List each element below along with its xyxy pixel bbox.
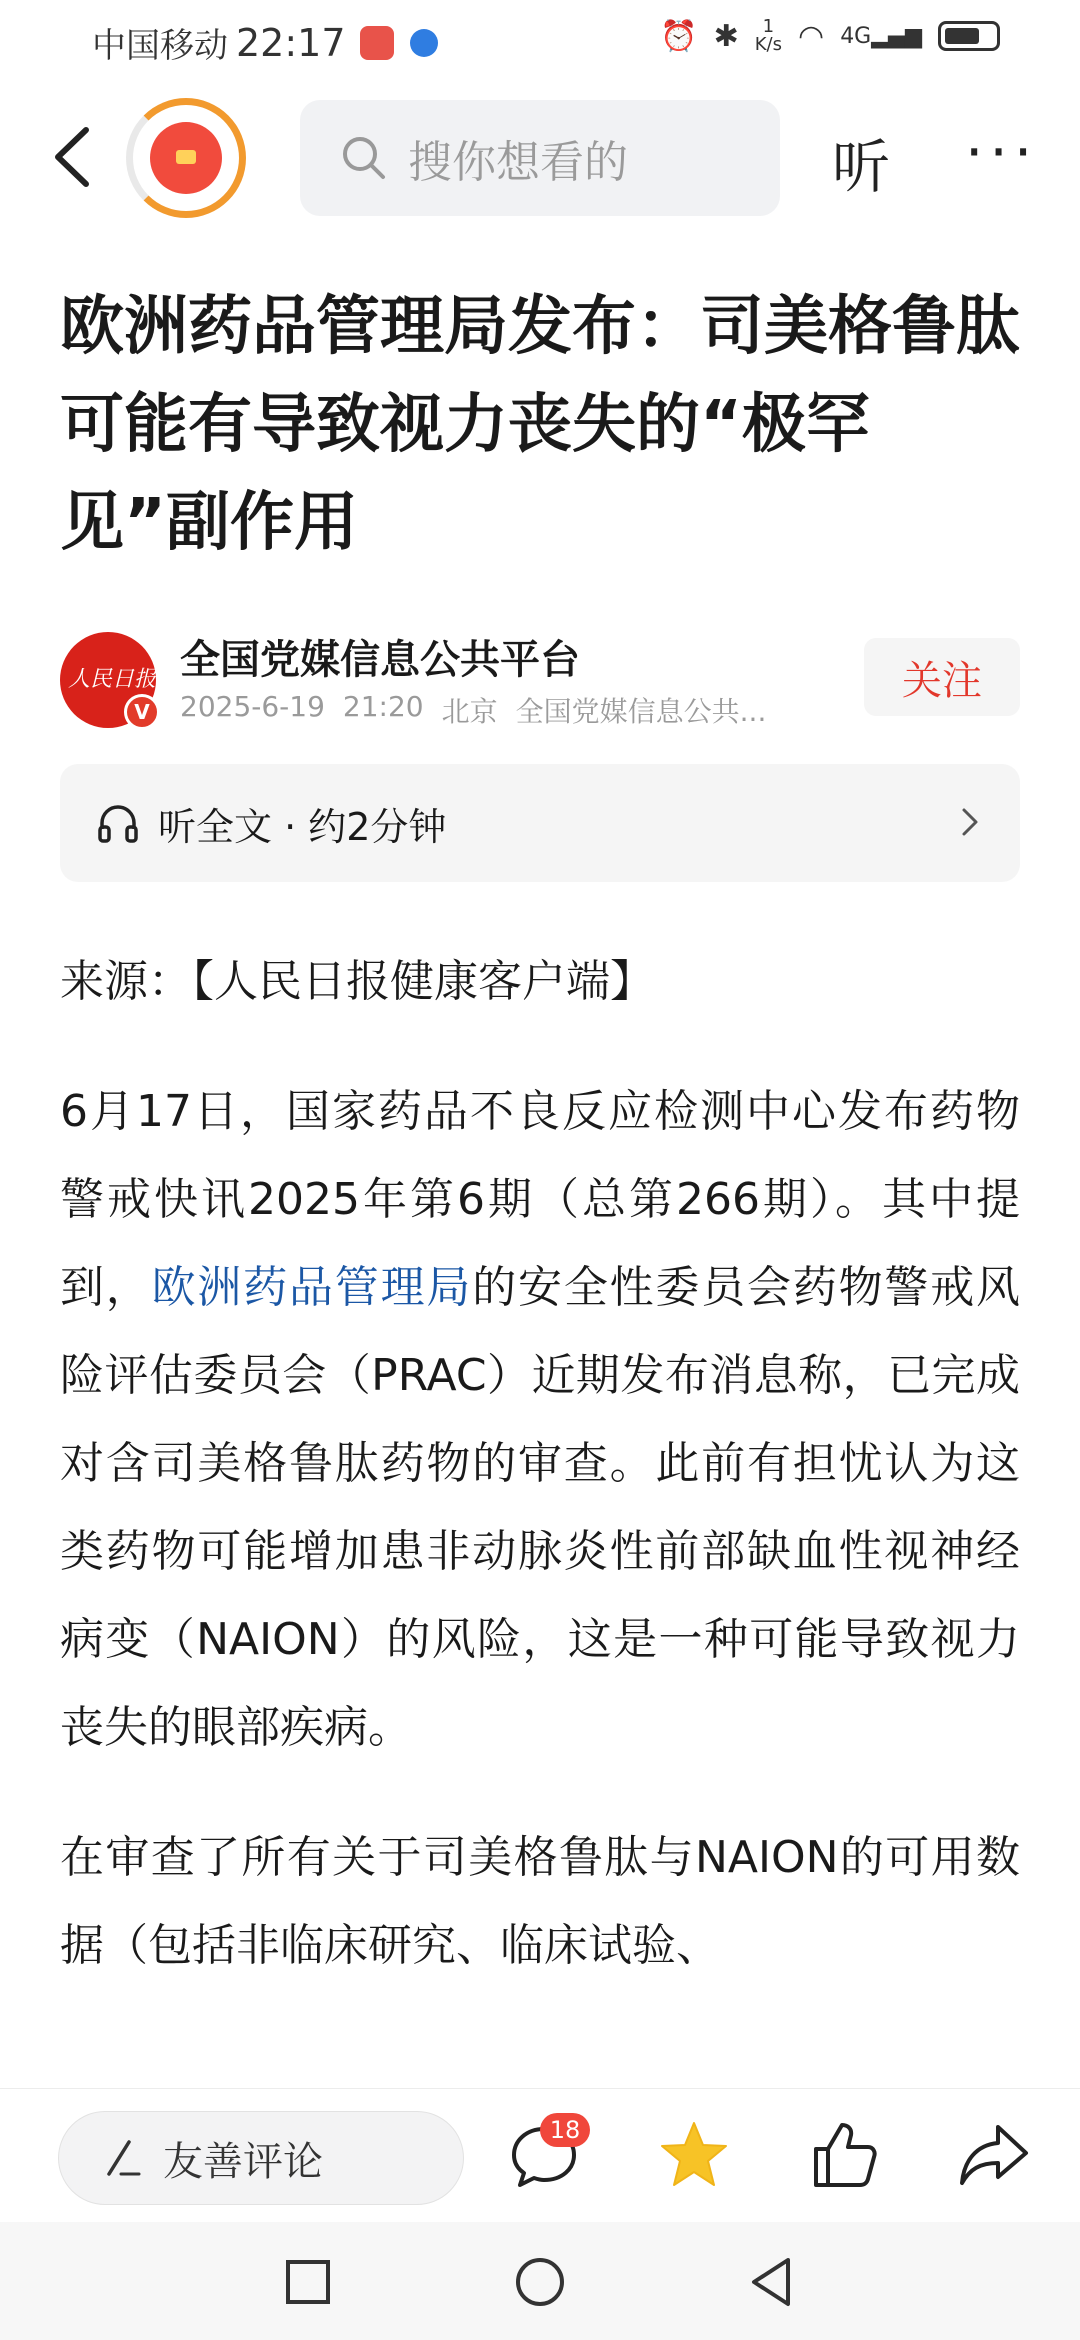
search-icon (338, 132, 390, 184)
clock: 22:17 (236, 20, 346, 65)
paragraph-2: 在审查了所有关于司美格鲁肽与NAION的可用数据（包括非临床研究、临床试验、 (60, 1832, 1020, 1971)
listen-button[interactable]: 听 (832, 133, 891, 201)
browser-notification-icon (410, 29, 438, 57)
comment-placeholder: 友善评论 (163, 2138, 323, 2185)
nav-back-button[interactable] (742, 2252, 802, 2312)
chevron-left-icon (46, 122, 96, 192)
ema-link[interactable]: 欧洲药品管理局 (151, 1262, 473, 1313)
bluetooth-icon: ✱ (713, 18, 739, 54)
source-line: 来源：【人民日报健康客户端】 (60, 956, 654, 1007)
listen-full-article-button[interactable] (60, 764, 1020, 882)
carrier-label: 中国移动 (92, 26, 228, 66)
publish-date: 2025-6-19 (180, 690, 325, 723)
favorite-button[interactable] (656, 2117, 732, 2193)
listen-full-label: 听全文 · 约2分钟 (158, 804, 447, 849)
back-button[interactable] (46, 122, 96, 192)
red-packet-icon (150, 122, 222, 194)
chevron-right-icon (958, 802, 982, 842)
author-avatar[interactable] (60, 632, 156, 728)
verified-badge-icon: V (124, 694, 160, 730)
publish-time: 21:20 (342, 690, 424, 723)
author-name[interactable]: 全国党媒信息公共平台 (180, 637, 580, 683)
author-meta (180, 690, 766, 730)
circle-icon (510, 2252, 570, 2312)
pen-icon (99, 2136, 143, 2180)
publish-location: 北京 (441, 695, 498, 728)
like-button[interactable] (806, 2117, 882, 2193)
article-title: 欧洲药品管理局发布：司美格鲁肽可能有导致视力丧失的“极罕见”副作用 (60, 290, 1020, 560)
more-button[interactable]: ··· (965, 118, 1039, 186)
home-button[interactable] (510, 2252, 570, 2312)
publish-source: 全国党媒信息公共... (515, 695, 767, 728)
bottom-toolbar (0, 2088, 1080, 2222)
star-icon (656, 2117, 732, 2193)
top-bar (0, 92, 1080, 222)
search-input[interactable] (300, 100, 780, 216)
battery-icon (938, 21, 1000, 51)
follow-button[interactable]: 关注 (864, 638, 1020, 716)
signal-icon: 4G▂▄▆ (840, 23, 922, 49)
status-bar (0, 0, 1080, 82)
share-arrow-icon (956, 2117, 1032, 2193)
alarm-icon: ⏰ (660, 18, 698, 54)
search-placeholder: 搜你想看的 (408, 137, 628, 188)
square-icon (278, 2252, 338, 2312)
red-packet-button[interactable] (126, 98, 246, 218)
thumbs-up-icon (806, 2117, 882, 2193)
avatar-logo: 人民日报 (68, 667, 157, 692)
share-button[interactable] (956, 2117, 1032, 2193)
paragraph-1: 6月17日，国家药品不良反应检测中心发布药物警戒快讯2025年第6期（总第266期）。其中提到，欧洲药品管理局的安全性委员会药物警戒风险评估委员会（PRAC）近期发布消息称，已完成对含司美格鲁肽药物的审查。此前有担忧认为这类药物可能增加患非动脉炎性前部缺血性视神经病变（NAION）的风险，这是一种可能导致视力丧失的眼部疾病。 (60, 1086, 1021, 1753)
comment-input[interactable] (58, 2111, 464, 2205)
app-notification-icon (360, 26, 394, 60)
headphones-icon (96, 801, 140, 845)
net-speed: 1 K/s (754, 16, 782, 55)
triangle-back-icon (742, 2252, 802, 2312)
recents-button[interactable] (278, 2252, 338, 2312)
system-nav-bar (0, 2222, 1080, 2340)
wifi-icon: ◠ (798, 18, 825, 54)
article-body (60, 938, 1020, 2032)
comment-count-badge: 18 (540, 2113, 590, 2147)
